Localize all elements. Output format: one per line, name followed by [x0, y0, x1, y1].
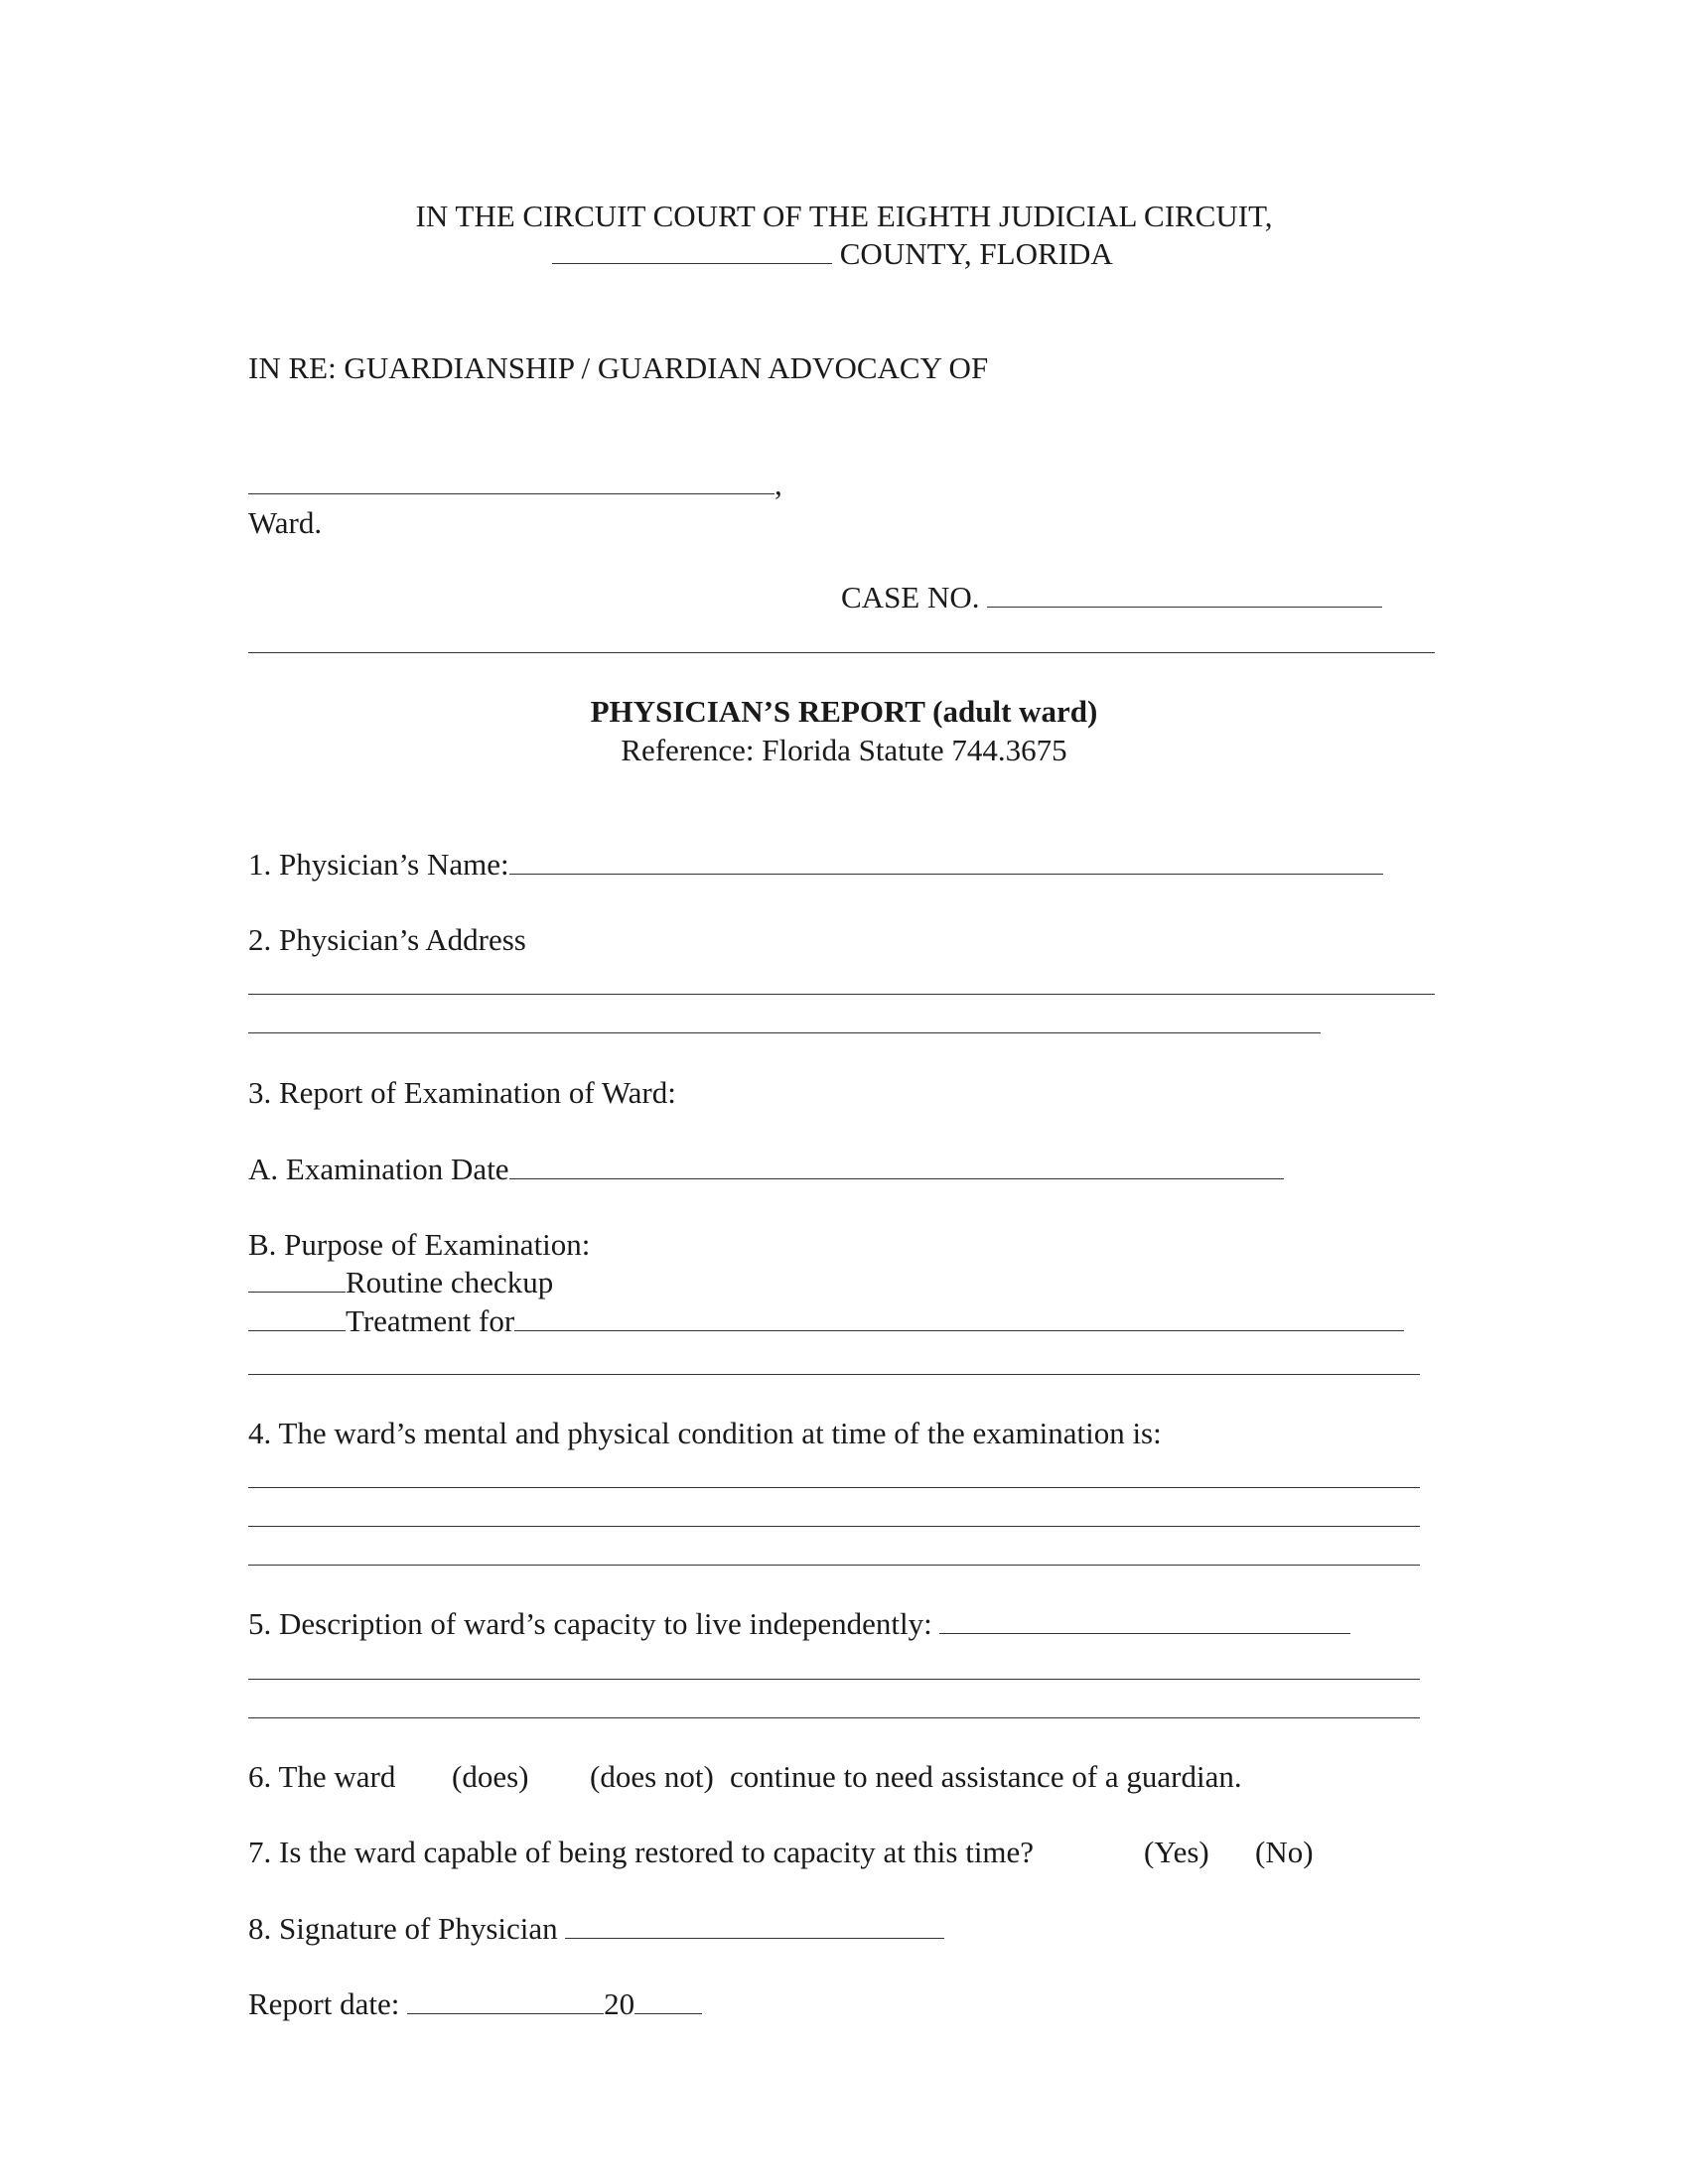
q6-prefix: 6. The ward — [248, 1759, 396, 1794]
court-line: IN THE CIRCUIT COURT OF THE EIGHTH JUDICIAL CIRCUIT, — [415, 199, 1273, 233]
caption-divider — [248, 652, 1435, 653]
capacity-label: 5. Description of ward’s capacity to live independently: — [248, 1606, 932, 1641]
capacity-blank[interactable] — [939, 1606, 1350, 1634]
condition-label: 4. The ward’s mental and physical condition at time of the examination is: — [248, 1416, 1162, 1450]
address-line-1[interactable] — [248, 994, 1435, 995]
exam-date-line — [248, 1152, 1284, 1187]
q6-does-option[interactable]: (does) — [452, 1759, 529, 1794]
routine-checkup-blank[interactable] — [248, 1265, 346, 1293]
report-year-prefix: 20 — [604, 1986, 635, 2021]
capacity-line-2[interactable] — [248, 1679, 1420, 1680]
case-no-line — [841, 580, 1382, 615]
q6-does-not-option[interactable]: (does not) — [590, 1759, 714, 1794]
physician-name-blank[interactable] — [509, 847, 1383, 875]
routine-checkup-label: Routine checkup — [346, 1265, 554, 1299]
reference-line: Reference: Florida Statute 744.3675 — [621, 733, 1067, 767]
physician-name-label: 1. Physician’s Name: — [248, 847, 509, 882]
address-line-2[interactable] — [248, 1032, 1321, 1033]
county-blank[interactable] — [552, 236, 832, 264]
exam-date-label: A. Examination Date — [248, 1152, 509, 1186]
physician-name-line — [248, 847, 1383, 883]
ward-name-blank[interactable] — [248, 467, 774, 494]
q7-text: 7. Is the ward capable of being restored to capacity at this time? — [248, 1835, 1035, 1869]
report-heading: 3. Report of Examination of Ward: — [248, 1075, 676, 1110]
treatment-line — [248, 1303, 1404, 1339]
case-no-blank[interactable] — [987, 580, 1382, 608]
signature-label: 8. Signature of Physician — [248, 1911, 558, 1946]
purpose-label: B. Purpose of Examination: — [248, 1227, 591, 1262]
treatment-line-2[interactable] — [248, 1374, 1420, 1375]
condition-line-3[interactable] — [248, 1565, 1420, 1566]
treatment-label: Treatment for — [346, 1303, 515, 1338]
routine-checkup-line — [248, 1265, 553, 1300]
signature-line — [248, 1911, 944, 1947]
report-date-line — [248, 1986, 702, 2022]
physician-address-label: 2. Physician’s Address — [248, 922, 526, 957]
condition-line-2[interactable] — [248, 1526, 1420, 1527]
report-date-label: Report date: — [248, 1986, 400, 2021]
treatment-check-blank[interactable] — [248, 1303, 346, 1331]
q7-no-option[interactable]: (No) — [1255, 1835, 1314, 1869]
q6-suffix: continue to need assistance of a guardian. — [730, 1759, 1242, 1794]
case-no-label: CASE NO. — [841, 580, 980, 614]
exam-date-blank[interactable] — [509, 1152, 1284, 1179]
report-date-blank[interactable] — [407, 1986, 604, 2014]
signature-blank[interactable] — [565, 1911, 944, 1939]
capacity-line-3[interactable] — [248, 1717, 1420, 1718]
county-line — [552, 236, 1113, 272]
ward-name-line — [248, 467, 782, 502]
in-re-line: IN RE: GUARDIANSHIP / GUARDIAN ADVOCACY OF — [248, 350, 989, 385]
report-year-blank[interactable] — [634, 1986, 702, 2014]
q7-yes-option[interactable]: (Yes) — [1144, 1835, 1209, 1869]
form-title: PHYSICIAN’S REPORT (adult ward) — [590, 694, 1098, 729]
ward-label: Ward. — [248, 505, 323, 540]
capacity-line — [248, 1606, 1350, 1642]
treatment-blank[interactable] — [514, 1303, 1404, 1331]
ward-comma: , — [774, 467, 782, 501]
condition-line-1[interactable] — [248, 1487, 1420, 1488]
county-label: COUNTY, FLORIDA — [839, 236, 1113, 271]
